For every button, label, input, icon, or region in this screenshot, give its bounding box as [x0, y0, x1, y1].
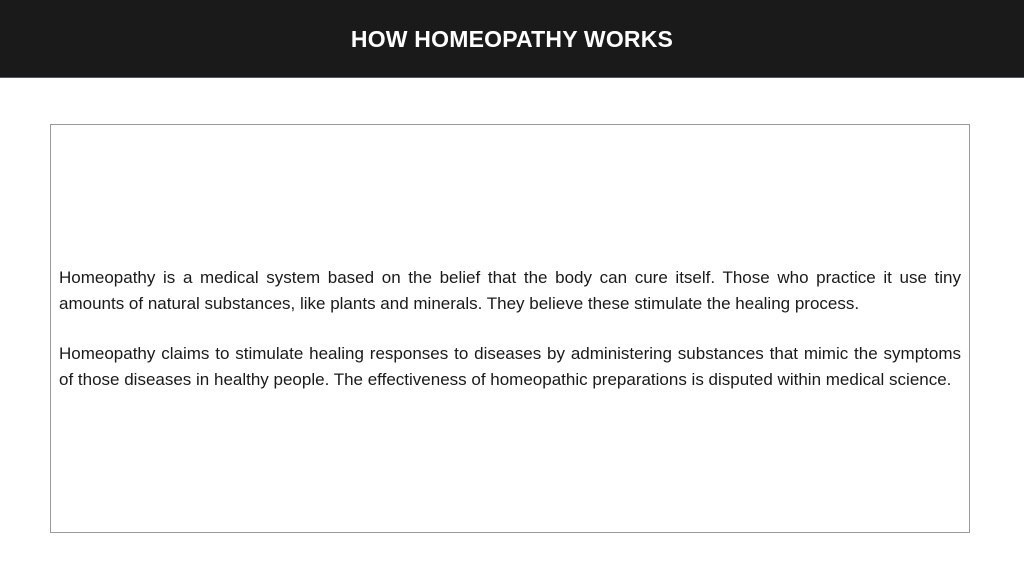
paragraph-definition: Homeopathy is a medical system based on the belief that the body can cure itself. Those who practice it use tiny amounts of natural substances, like plants and minerals. They believe these stimulate the healing process. [59, 268, 961, 313]
page-title: HOW HOMEOPATHY WORKS [350, 26, 674, 52]
content-box [50, 124, 970, 533]
paragraph-claims: Homeopathy claims to stimulate healing responses to diseases by administering substances that mimic the symptoms of those diseases in healthy people. The effectiveness of homeopathic preparations is disputed within medical science. [59, 344, 961, 389]
title-bar [0, 0, 1024, 78]
